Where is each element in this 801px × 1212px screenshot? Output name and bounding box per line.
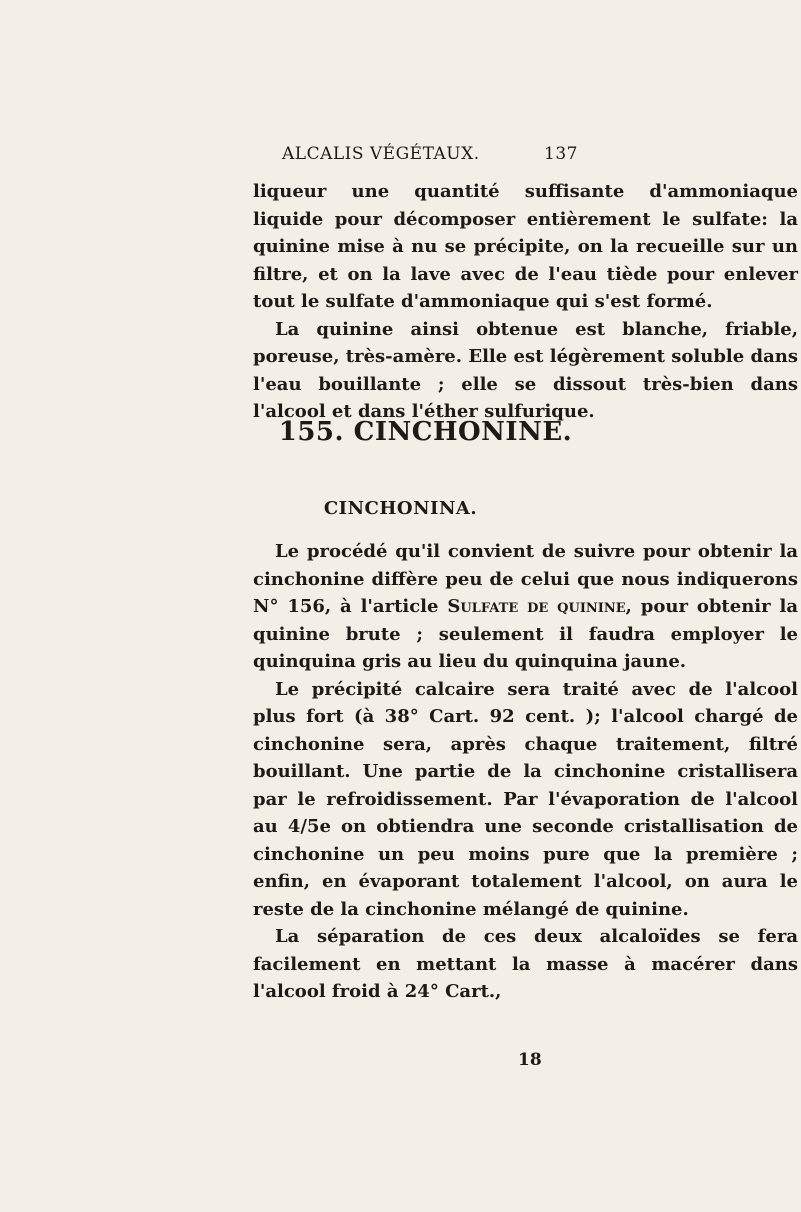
text-block-bottom (253, 538, 798, 1006)
paragraph-separation: La séparation de ces deux alcaloïdes se fera facilement en mettant la masse à macérer dans l'alcool froid à 24° Cart., (253, 926, 798, 1002)
paragraph-continuation: liqueur une quantité suffisante d'ammoniaque liquide pour décomposer entièrement le sulfate: la quinine mise à nu se précipite, on la recueille sur un filtre, et on la lave avec de l'eau tiède pour enlever tout le sulfate d'ammoniaque qui s'est formé. (253, 181, 798, 312)
procedure-text-before: Le procédé qu'il convient de suivre pour obtenir la cinchonine diffère peu de celui que nous indiquerons N° 156, à l'article (253, 541, 798, 617)
paragraph-quinine-properties: La quinine ainsi obtenue est blanche, friable, poreuse, très-amère. Elle est légèrement soluble dans l'eau bouillante ; elle se dissout très-bien dans l'alcool et dans l'éther sulfurique. (253, 318, 798, 422)
section-heading (0, 417, 801, 447)
section-latin-subtitle: CINCHONINA. (323, 498, 478, 519)
procedure-text-after: , pour obtenir la quinine brute ; seulement il faudra employer le quinquina gris au lieu du quinquina jaune. (253, 596, 798, 672)
running-title: ALCALIS VÉGÉTAUX. (282, 144, 480, 164)
signature-mark: 18 (518, 1050, 542, 1070)
article-reference: Sulfate de quinine (447, 596, 626, 617)
page-number: 137 (544, 144, 578, 164)
section-title: CINCHONINE. (353, 417, 573, 447)
text-block-top (253, 178, 798, 426)
paragraph-precipitate: Le précipité calcaire sera traité avec de l'alcool plus fort (à 38° Cart. 92 cent. ); l'alcool chargé de cinchonine sera, après chaque traitement, filtré bouillant. Une partie de la cinchonine cristallisera par le refroidissement. Par l'évaporation de l'alcool au 4/5e on obtiendra une seconde cristallisation de cinchonine un peu moins pure que la première ; enfin, en évaporant totalement l'alcool, on aura le reste de la cinchonine mélangé de quinine. (253, 678, 798, 920)
section-number: 155. (278, 417, 345, 447)
paragraph-procedure (253, 538, 798, 676)
